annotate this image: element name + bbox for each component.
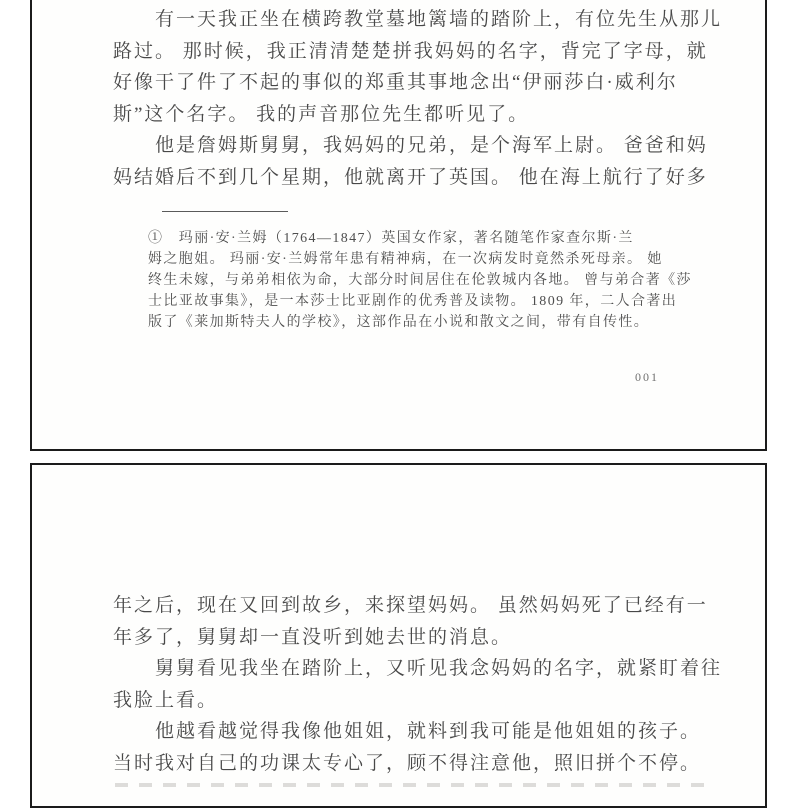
page1-footnote-line: 姆之胞姐。 玛丽·安·兰姆常年患有精神病，在一次病发时竟然杀死母亲。 她 bbox=[148, 252, 663, 267]
page1-body-line: 路过。 那时候，我正清清楚楚拼我妈妈的名字，背完了字母，就 bbox=[113, 40, 708, 62]
page1-footnote-line: 终生未嫁，与弟弟相依为命，大部分时间居住在伦敦城内各地。 曾与弟合著《莎 bbox=[148, 273, 692, 288]
page1-body-text bbox=[113, 4, 722, 193]
page-frame-top bbox=[30, 0, 767, 451]
page1-body-line: 妈结婚后不到几个星期，他就离开了英国。 他在海上航行了好多 bbox=[113, 166, 708, 188]
page2-body-line: 年多了，舅舅却一直没听到她去世的消息。 bbox=[113, 626, 513, 648]
page2-body-line: 我脸上看。 bbox=[113, 689, 219, 711]
page2-body-text bbox=[113, 590, 722, 779]
footnote-separator-rule bbox=[162, 211, 288, 212]
page1-footnote-line: 版了《莱加斯特夫人的学校》，这部作品在小说和散文之间，带有自传性。 bbox=[148, 315, 650, 330]
page1-body-line: 他是詹姆斯舅舅，我妈妈的兄弟，是个海军上尉。 爸爸和妈 bbox=[113, 135, 708, 156]
page1-body-line: 好像干了件了不起的事似的郑重其事地念出“伊丽莎白·威利尔 bbox=[113, 72, 678, 93]
page2-cutoff-text-line bbox=[115, 783, 711, 787]
page1-footnote-line: 士比亚故事集》，是一本莎士比亚剧作的优秀普及读物。 1809 年，二人合著出 bbox=[148, 294, 678, 309]
page2-body-line: 他越看越觉得我像他姐姐，就料到我可能是他姐姐的孩子。 bbox=[113, 721, 702, 742]
page1-footnote-line: ① 玛丽·安·兰姆（1764—1847）英国女作家，著名随笔作家查尔斯·兰 bbox=[148, 231, 634, 246]
page2-body-line: 当时我对自己的功课太专心了，顾不得注意他，照旧拼个不停。 bbox=[113, 752, 702, 774]
page2-body-line: 年之后，现在又回到故乡，来探望妈妈。 虽然妈妈死了已经有一 bbox=[113, 595, 708, 616]
page1-body-line: 有一天我正坐在横跨教堂墓地篱墙的踏阶上，有位先生从那儿 bbox=[113, 9, 723, 30]
page1-body-line: 斯”这个名字。 我的声音那位先生都听见了。 bbox=[113, 103, 530, 125]
page-frame-bottom bbox=[30, 463, 767, 808]
page-number: 001 bbox=[635, 370, 659, 384]
page2-body-line: 舅舅看见我坐在踏阶上，又听见我念妈妈的名字，就紧盯着往 bbox=[113, 658, 723, 679]
page1-footnote-text bbox=[148, 228, 692, 333]
